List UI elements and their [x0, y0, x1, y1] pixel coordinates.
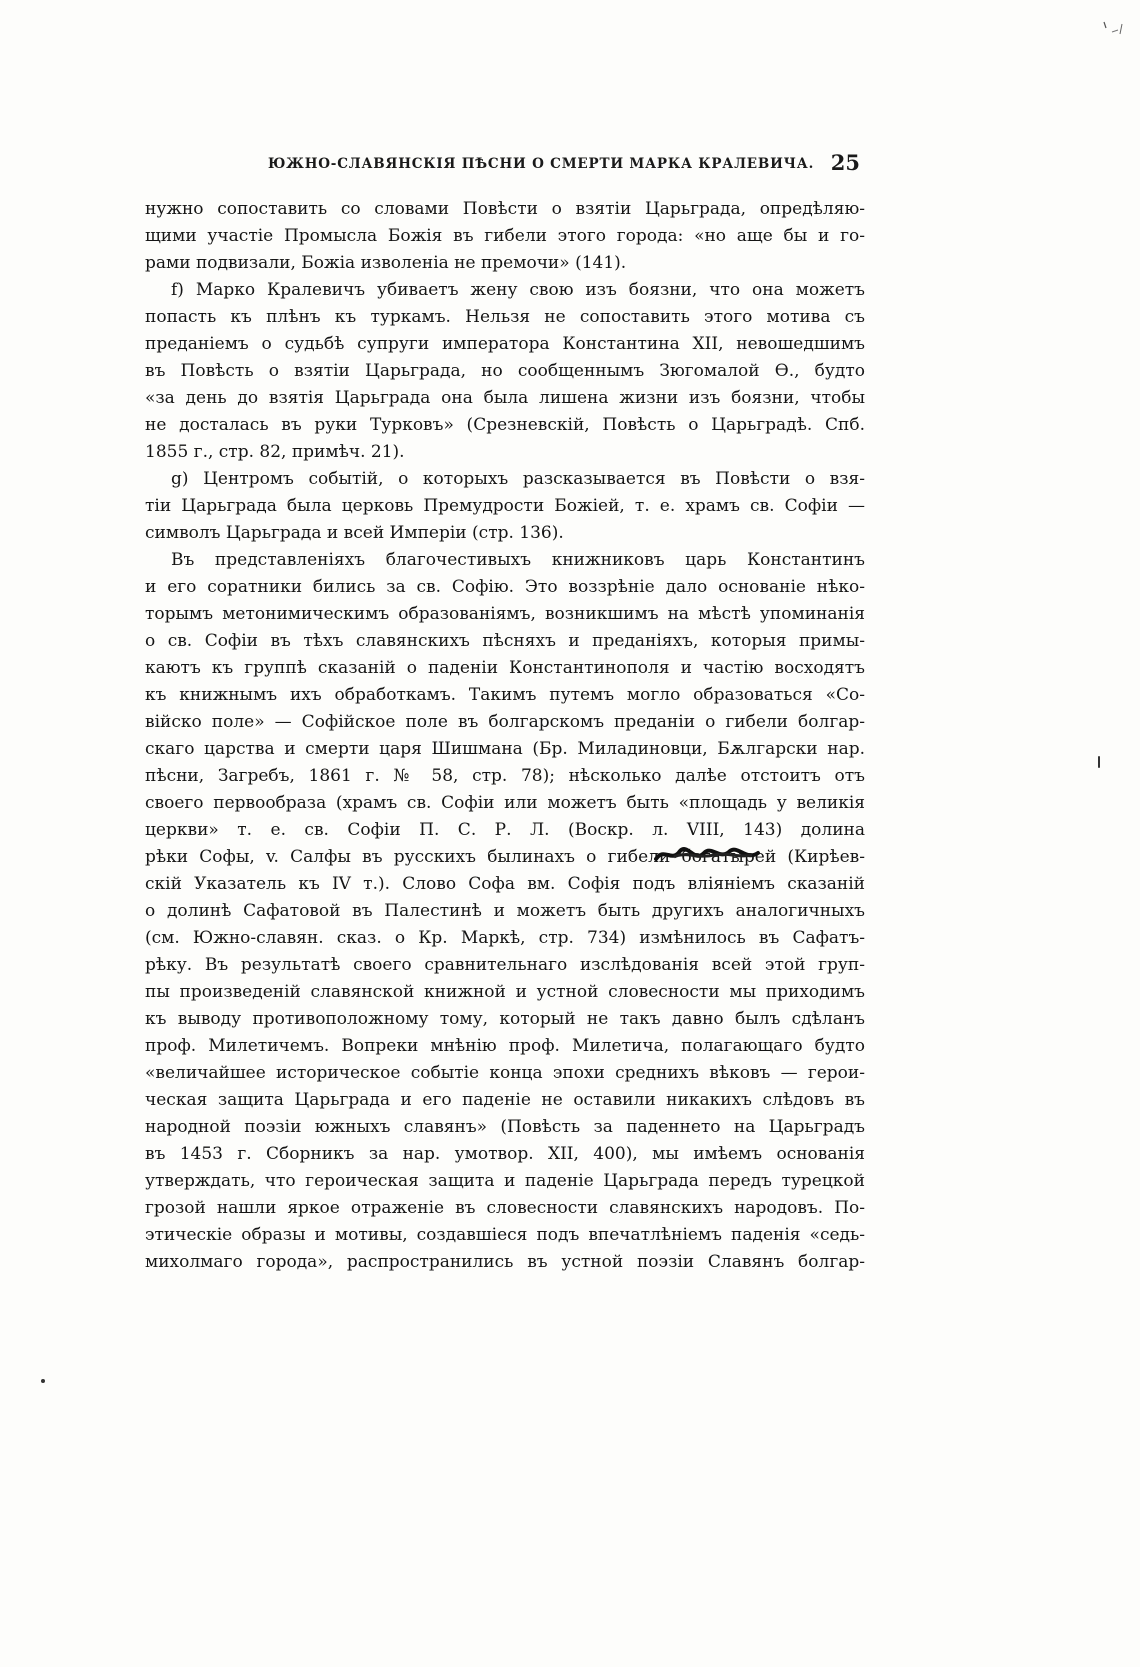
- text-line: грозой нашли яркое отраженіе въ словесности славянскихъ народовъ. По-: [145, 1198, 865, 1218]
- text-line: ческая защита Царьграда и его паденіе не оставили никакихъ слѣдовъ въ: [145, 1090, 865, 1110]
- text-line: народной поэзіи южныхъ славянъ» (Повѣсть за паденнето на Царьградъ: [145, 1117, 865, 1137]
- text-line: о долинѣ Сафатовой въ Палестинѣ и можетъ быть другихъ аналогичныхъ: [145, 901, 865, 921]
- running-title: ЮЖНО-СЛАВЯНСКІЯ ПѢСНИ О СМЕРТИ МАРКА КРАЛЕВИЧА.: [268, 156, 815, 172]
- text-line: g) Центромъ событій, о которыхъ разсказывается въ Повѣсти о взя-: [171, 469, 865, 489]
- body-text: [145, 196, 865, 1276]
- text-line: преданіемъ о судьбѣ супруги императора Константина XII, невошедшимъ: [145, 334, 865, 354]
- text-line: скаго царства и смерти царя Шишмана (Бр. Миладиновци, Бѫлгарски нар.: [145, 739, 865, 759]
- text-line: рѣки Софы, v. Салфы въ русскихъ былинахъ о гибели богатырей (Кирѣев-: [145, 847, 865, 867]
- ink-blot: [654, 845, 766, 865]
- text-line: f) Марко Кралевичъ убиваетъ жену свою изъ боязни, что она можетъ: [171, 280, 865, 300]
- text-line: 1855 г., стр. 82, примѣч. 21).: [145, 442, 405, 462]
- text-line: и его соратники бились за св. Софію. Это воззрѣніе дало основаніе нѣко-: [145, 577, 865, 597]
- text-line: о св. Софіи въ тѣхъ славянскихъ пѣсняхъ и преданіяхъ, которыя примы-: [145, 631, 865, 651]
- text-line: пѣсни, Загребъ, 1861 г. № 58, стр. 78); нѣсколько далѣе отстоитъ отъ: [145, 766, 865, 786]
- text-line: каютъ къ группѣ сказаній о паденіи Константинополя и частію восходятъ: [145, 658, 865, 678]
- text-line: війско поле» — Софійское поле въ болгарскомъ преданіи о гибели болгар-: [145, 712, 865, 732]
- page-number: 25: [830, 150, 860, 175]
- text-line: «величайшее историческое событіе конца эпохи среднихъ вѣковъ — герои-: [145, 1063, 865, 1083]
- text-line: торымъ метонимическимъ образованіямъ, возникшимъ на мѣстѣ упоминанія: [145, 604, 865, 624]
- text-line: рами подвизали, Божіа изволеніа не премочи» (141).: [145, 253, 627, 273]
- text-line: (см. Южно-славян. сказ. о Кр. Маркѣ, стр. 734) измѣнилось въ Сафатъ-: [145, 928, 865, 948]
- text-line: «за день до взятія Царьграда она была лишена жизни изъ боязни, чтобы: [145, 388, 865, 408]
- text-line: нужно сопоставить со словами Повѣсти о взятіи Царьграда, опредѣляю-: [145, 199, 865, 219]
- text-line: въ 1453 г. Сборникъ за нар. умотвор. XII, 400), мы имѣемъ основанія: [145, 1144, 865, 1164]
- text-line: символъ Царьграда и всей Имперіи (стр. 136).: [145, 523, 564, 543]
- text-line: не досталась въ руки Турковъ» (Срезневскій, Повѣсть о Царьградѣ. Спб.: [145, 415, 865, 435]
- text-line: рѣку. Въ результатѣ своего сравнительнаго изслѣдованія всей этой груп-: [145, 955, 865, 975]
- text-line: пы произведеній славянской книжной и устной словесности мы приходимъ: [145, 982, 865, 1002]
- text-line: утверждать, что героическая защита и паденіе Царьграда передъ турецкой: [145, 1171, 865, 1191]
- text-line: проф. Милетичемъ. Вопреки мнѣнію проф. Милетича, полагающаго будто: [145, 1036, 865, 1056]
- text-line: церкви» т. е. св. Софіи П. С. Р. Л. (Воскр. л. VIII, 143) долина: [145, 820, 865, 840]
- text-line: къ книжнымъ ихъ обработкамъ. Такимъ путемъ могло образоваться «Со-: [145, 685, 865, 705]
- text-line: щими участіе Промысла Божія въ гибели этого города: «но аще бы и го-: [145, 226, 865, 246]
- text-line: къ выводу противоположному тому, который не такъ давно былъ сдѣланъ: [145, 1009, 865, 1029]
- text-line: Въ представленіяхъ благочестивыхъ книжниковъ царь Константинъ: [171, 550, 865, 570]
- text-line: своего первообраза (храмъ св. Софіи или можетъ быть «площадь у великія: [145, 793, 865, 813]
- scan-speck: [41, 1379, 45, 1383]
- text-line: въ Повѣсть о взятіи Царьграда, но сообщеннымъ Зюгомалой Ѳ., будто: [145, 361, 865, 381]
- corner-scan-mark: [1100, 18, 1126, 40]
- running-header: [145, 152, 860, 180]
- text-line: тіи Царьграда была церковь Премудрости Божіей, т. е. храмъ св. Софіи —: [145, 496, 865, 516]
- text-line: скій Указатель къ IV т.). Слово Софа вм. Софія подъ вліяніемъ сказаній: [145, 874, 865, 894]
- text-line: этическіе образы и мотивы, создавшіеся подъ впечатлѣніемъ паденія «седь-: [145, 1225, 865, 1245]
- text-line: попасть къ плѣнъ къ туркамъ. Нельзя не сопоставить этого мотива съ: [145, 307, 865, 327]
- scan-speck: [1098, 756, 1100, 768]
- text-line: михолмаго города», распространились въ устной поэзіи Славянъ болгар-: [145, 1252, 865, 1272]
